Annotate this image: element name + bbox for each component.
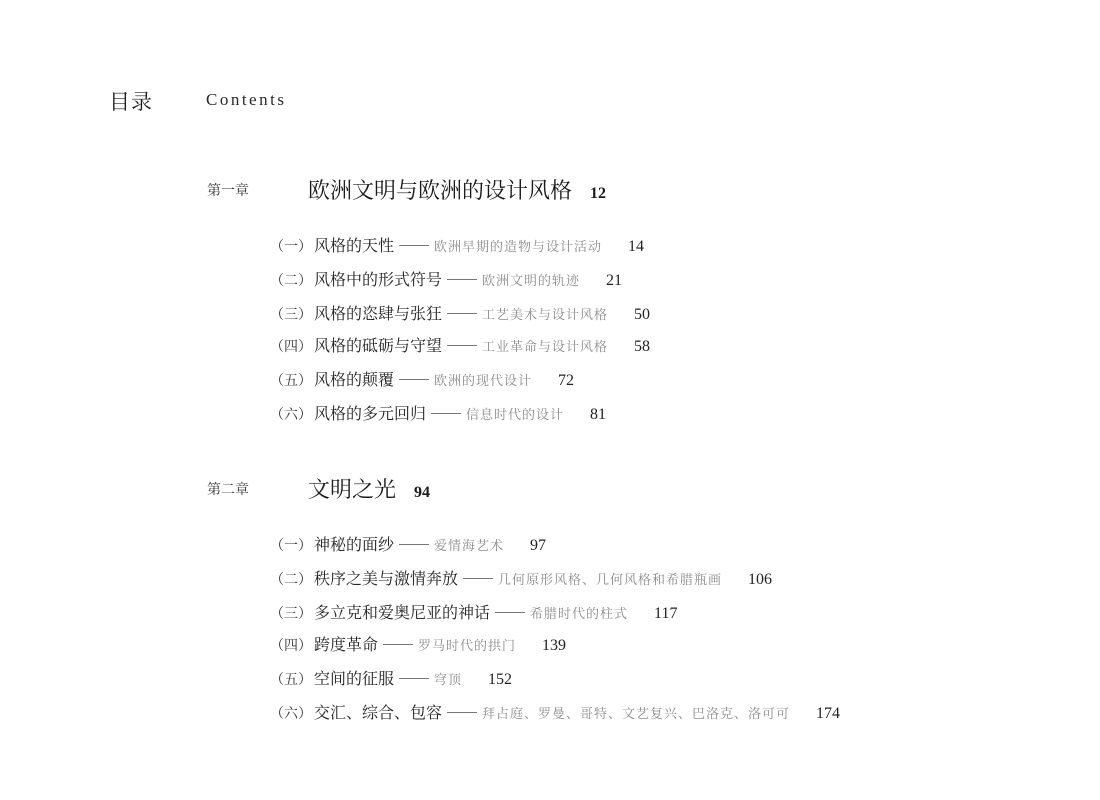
dash-separator	[383, 644, 413, 645]
section-number: （一）	[270, 239, 312, 255]
chapter-1-label: 第一章	[207, 183, 249, 199]
section-number: （六）	[270, 407, 312, 423]
dash-separator	[431, 413, 461, 414]
section-subtitle: 穹顶	[434, 673, 463, 688]
dash-separator	[399, 544, 429, 545]
toc-entry[interactable]	[270, 566, 772, 589]
section-page-number: 117	[654, 605, 678, 622]
section-number: （三）	[270, 307, 312, 323]
section-number: （五）	[270, 373, 312, 389]
toc-entry[interactable]	[270, 333, 650, 356]
toc-entry[interactable]	[270, 301, 650, 324]
section-number: （二）	[270, 273, 312, 289]
toc-title-english: Contents	[206, 90, 287, 109]
section-title: 风格的砥砺与守望	[314, 336, 443, 355]
section-page-number: 174	[816, 705, 841, 722]
section-subtitle: 拜占庭、罗曼、哥特、文艺复兴、巴洛克、洛可可	[482, 707, 791, 722]
dash-separator	[447, 345, 477, 346]
section-page-number: 97	[530, 537, 547, 554]
section-title: 风格中的形式符号	[314, 270, 443, 289]
section-number: （四）	[270, 638, 312, 654]
chapter-2-heading[interactable]	[308, 473, 430, 504]
dash-separator	[447, 313, 477, 314]
toc-entry[interactable]	[270, 267, 622, 290]
dash-separator	[399, 379, 429, 380]
section-subtitle: 罗马时代的拱门	[418, 639, 517, 654]
section-subtitle: 工艺美术与设计风格	[482, 308, 609, 323]
section-title: 风格的多元回归	[314, 404, 427, 423]
toc-entry[interactable]	[270, 600, 677, 623]
section-number: （六）	[270, 706, 312, 722]
section-title: 交汇、综合、包容	[314, 703, 443, 722]
section-title: 跨度革命	[314, 635, 379, 654]
section-subtitle: 欧洲早期的造物与设计活动	[434, 240, 603, 255]
dash-separator	[447, 279, 477, 280]
dash-separator	[447, 712, 477, 713]
toc-entry[interactable]	[270, 367, 574, 390]
toc-entry[interactable]	[270, 532, 546, 555]
section-number: （三）	[270, 606, 312, 622]
dash-separator	[399, 245, 429, 246]
section-page-number: 81	[590, 406, 607, 423]
dash-separator	[463, 578, 493, 579]
dash-separator	[399, 678, 429, 679]
section-title: 风格的恣肆与张狂	[314, 304, 443, 323]
section-page-number: 14	[628, 238, 645, 255]
section-title: 空间的征服	[314, 669, 395, 688]
section-subtitle: 爱情海艺术	[434, 539, 505, 554]
chapter-2-page-number: 94	[414, 484, 431, 501]
chapter-1-page-number: 12	[590, 185, 607, 202]
section-subtitle: 欧洲文明的轨迹	[482, 274, 581, 289]
section-page-number: 72	[558, 372, 575, 389]
section-title: 多立克和爱奥尼亚的神话	[314, 603, 491, 622]
toc-entry[interactable]	[270, 700, 840, 723]
section-page-number: 50	[634, 306, 651, 323]
section-page-number: 139	[542, 637, 567, 654]
section-title: 神秘的面纱	[314, 535, 395, 554]
toc-entry[interactable]	[270, 233, 644, 256]
chapter-2-title: 文明之光	[308, 478, 397, 503]
section-subtitle: 希腊时代的柱式	[530, 607, 629, 622]
chapter-1-heading[interactable]	[308, 174, 606, 205]
toc-title-chinese: 目录	[109, 90, 153, 114]
section-title: 风格的颠覆	[314, 370, 395, 389]
toc-entry[interactable]	[270, 666, 512, 689]
chapter-2-label: 第二章	[207, 482, 249, 498]
section-number: （二）	[270, 572, 312, 588]
dash-separator	[495, 612, 525, 613]
section-title: 风格的天性	[314, 236, 395, 255]
section-subtitle: 工业革命与设计风格	[482, 340, 609, 355]
toc-entry[interactable]	[270, 632, 566, 655]
section-number: （一）	[270, 538, 312, 554]
section-page-number: 152	[488, 671, 513, 688]
chapter-1-title: 欧洲文明与欧洲的设计风格	[308, 179, 573, 204]
section-number: （四）	[270, 339, 312, 355]
toc-entry[interactable]	[270, 401, 606, 424]
section-page-number: 58	[634, 338, 651, 355]
section-subtitle: 欧洲的现代设计	[434, 374, 533, 389]
section-number: （五）	[270, 672, 312, 688]
section-page-number: 21	[606, 272, 623, 289]
section-subtitle: 信息时代的设计	[466, 408, 565, 423]
section-subtitle: 几何原形风格、几何风格和希腊瓶画	[498, 573, 723, 588]
section-title: 秩序之美与激情奔放	[314, 569, 459, 588]
section-page-number: 106	[748, 571, 773, 588]
